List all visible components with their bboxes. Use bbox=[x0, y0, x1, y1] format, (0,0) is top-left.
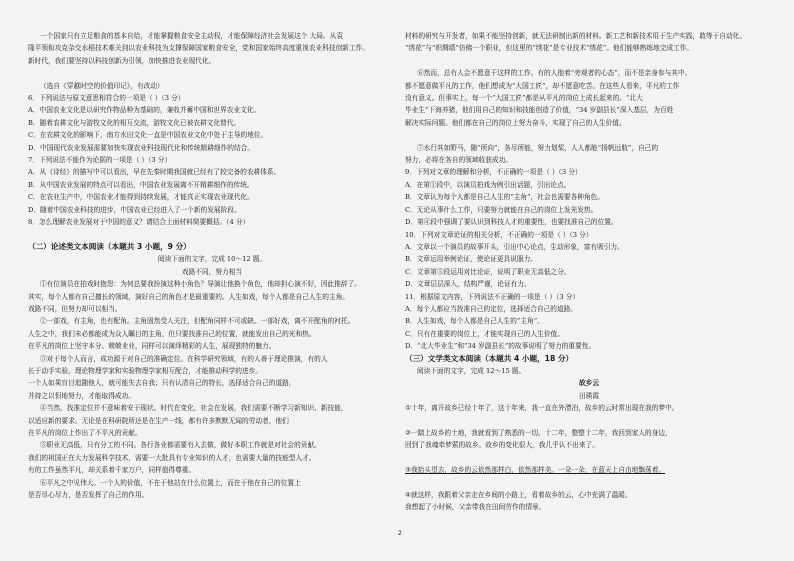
left-line: 有的工作虽然平凡，却关系着千家万户，同样值得尊重。 bbox=[28, 466, 196, 475]
left-line: D．中国现代农业发展需要加快实现农业科技现代化和传统精耕细作的结合。 bbox=[28, 143, 255, 152]
left-line: 我们的祖国正在大力发展科学技术，需要一大批具有专业知识的人才，也需要大量的技能型人才。 bbox=[28, 453, 316, 462]
left-line: 一个国家只有立足粮食的基本自给，才能掌握粮食安全主动权，才能保障经济社会发展这个 大局。从袁 bbox=[40, 32, 344, 40]
right-line: D．文章层层深入，结构严谨，论证有力。 bbox=[405, 280, 531, 289]
right-line: B．文章认为每个人都是自己人生的“主角”，社会也需要各种角色。 bbox=[405, 193, 604, 202]
left-line: D．随着中国农业科技的进步，中国农业已经进入了一个新的发展阶段。 bbox=[28, 205, 241, 214]
right-line: 努力，必将在各自的领域收获成功。 bbox=[405, 156, 512, 165]
left-line: 并持之以恒地努力，才能取得成功。 bbox=[28, 391, 135, 400]
right-line: 回到了我魂牵梦萦的故乡。故乡的变化很大，我几乎认不出来了。 bbox=[405, 441, 599, 450]
right-line: ⑦水行其如野马，随“所向”，各尽所能，努力划桨，人人都能“扬帆远航”，自己的 bbox=[417, 143, 659, 152]
right-line: C．只有在重要的岗位上，才能实现自己的人生价值。 bbox=[405, 329, 564, 338]
right-line: （三）文学类文本阅读（本题共 4 小题，18 分） bbox=[405, 353, 574, 363]
left-line: 以适应新的要求。无论是在科研院所还是在生产一线，都有许多默默无闻的劳动者，他们 bbox=[28, 416, 289, 425]
left-line: C．在农业生产中，中国农业才能得到持续发展，才能真正实现农业现代化。 bbox=[28, 193, 254, 202]
left-line: A．中国农业文化是以研究作物品种为基础的，兼收并蓄中国和世界农业文化。 bbox=[28, 106, 261, 115]
left-line: （二）论述类文本阅读（本题共 3 小题，9 分） bbox=[28, 241, 191, 251]
left-line: 一个人如果盲目追随他人，就可能失去自我；只有认清自己的特长，选择适合自己的道路， bbox=[28, 379, 296, 388]
right-line bbox=[405, 415, 773, 427]
right-line: 我想起了小时候，父亲带我在田间劳作的情景。 bbox=[405, 503, 546, 512]
right-line: 材料的研究与开发者，如果不能坚持创新，就无法研制出新的材料。新工艺和新技术用于生产实践，敢等于自动化。 bbox=[405, 32, 747, 40]
left-line: A．从《诗经》的描写中可以看出，早在先秦时期我国就已经有了较完备的农耕体系。 bbox=[28, 168, 281, 177]
left-line: B．从中国农业发展的特点可以看出，中国农业发展离不开精耕细作的传统。 bbox=[28, 180, 254, 189]
right-line: D．“北大毕业生”和“34 岁副县长”的故事说明了努力的重要性。 bbox=[405, 342, 596, 351]
left-line: C．在农耕文化的影响下，南方水田文化一直是中国农业文化中处于主导的地位。 bbox=[28, 131, 268, 140]
left-line: 在平凡的岗位上作出了不平凡的贡献。 bbox=[28, 429, 142, 437]
right-line: C．文章第⑤段运用对比论证，说明了职业无高低之分。 bbox=[405, 267, 571, 276]
right-line: A．每个人都应当找准自己的定位，选择适合自己的道路。 bbox=[405, 304, 578, 313]
left-column bbox=[28, 30, 396, 501]
right-line: 没有意义。但事实上，每一个“大国工匠”都是从平凡的岗位上成长起来的。“北大 bbox=[405, 94, 643, 103]
right-line: 9．下列对文章的理解和分析，不正确的一项是（ ）（3 分） bbox=[405, 168, 582, 177]
left-line: 人生之中，我们未必都能成为众人瞩目的主角，但只要找准自己的位置，就能发出自己的光和热。 bbox=[28, 329, 316, 338]
right-line bbox=[405, 477, 773, 489]
left-line: ④当然，找准定位并不意味着安于现状。时代在变化，社会在发展，我们需要不断学习新知识、新技能， bbox=[40, 404, 348, 413]
right-line: 阅读下面的文字，完成 12～15 题。 bbox=[417, 366, 526, 375]
right-line: 解决实际问题。他们都在自己的岗位上努力奋斗，实现了自己的人生价值。 bbox=[405, 118, 626, 127]
right-line: B．人生如戏，每个人都是自己人生的“主角”。 bbox=[405, 317, 544, 326]
left-line: （选自《穿越时空的价值印记》，有改动） bbox=[40, 81, 164, 90]
right-line: ④就这样，我跟着父亲走在乡间的小路上，看着故乡的云，心中充满了温暖。 bbox=[405, 491, 632, 500]
left-line: 新时代，我们要坚持以科技创新为引领，加快推进农业现代化。 bbox=[28, 56, 216, 65]
left-line: 在平凡的岗位上坚守本分、兢兢业业，同样可以演绎精彩的人生，展现独特的魅力。 bbox=[28, 342, 276, 351]
left-line: ⑤职业无高低，只有分工的不同。各行各业都需要有人去做，做好本职工作就是对社会的贡献。 bbox=[40, 441, 321, 450]
left-line: ⑥平凡之中见伟大。一个人的价值，不在于他站在什么位置上，而在于他在自己的位置上 bbox=[40, 478, 301, 487]
left-line: 阅读下面的文字，完成 10～12 题。 bbox=[157, 255, 267, 264]
right-line: 10．下列对文章论证的相关分析，不正确的一项是（ ）（3 分） bbox=[405, 230, 593, 239]
left-line: B．随着农耕文化与游牧文化的相互交流，游牧文化已被农耕文化替代。 bbox=[28, 118, 241, 127]
right-line: “绣花”与“织绸绩”仿佛一个职业，但这里的“绣花”是专业技术“绣花”。他们能够熟练地完成工作。 bbox=[405, 44, 694, 53]
left-line: ①有位演员在拍戏时抱怨：为何总要我扮演这种小角色？导演让他换个角色，他却担心演不好，因此推辞了。 bbox=[40, 280, 361, 289]
right-column bbox=[405, 30, 773, 514]
right-line: 故乡云 bbox=[578, 379, 600, 388]
left-line: 是否尽心尽力，是否发挥了自己的作用。 bbox=[28, 491, 149, 500]
left-line: 隆平领衔攻克杂交水稻技术难关到以农业科技为支撑保障国家粮食安全，党和国家始终高度重视农业科技创新工作。 bbox=[28, 44, 370, 53]
left-line bbox=[28, 67, 396, 79]
left-line: 长于动手实验。理论物理学家和实验物理学家相互配合，才能推动科学的进步。 bbox=[28, 366, 263, 375]
left-line: 8．怎么理解农业发展对于中国的意义？请结合上面材料简要概括。（4 分） bbox=[28, 218, 250, 227]
right-line bbox=[405, 55, 773, 67]
right-line: A．文章以一个演员的故事开头，引出中心论点，生动形象，富有吸引力。 bbox=[405, 242, 624, 251]
left-line bbox=[28, 229, 396, 241]
left-line: 7．下列说法不能作为论据的一项是（ ）（3 分） bbox=[28, 156, 172, 165]
left-line: 戏路不同，努力相当 bbox=[181, 267, 243, 276]
left-line: 其实，每个人都有自己擅长的领域，演好自己的角色才是最重要的。人生如戏，每个人都是自己人生的主角。 bbox=[28, 292, 349, 301]
right-line: ②一踏上故乡的土地，我就看到了熟悉的一切。十二年，整整十二年，我回到家人的身边， bbox=[405, 429, 672, 437]
right-line: C．无论从事什么工作，只要努力就能在自己的岗位上发光发热。 bbox=[405, 205, 598, 214]
right-line bbox=[405, 129, 773, 141]
left-line: ③对于每个人而言，成功源于对自己的准确定位。在科学研究领域，有的人善于理论推演，有的人 bbox=[40, 354, 328, 363]
right-line: 都不愿意做平凡的工作，他们想成为“大国工匠”，却不愿意吃苦。在这些人看来，平凡的工作 bbox=[405, 81, 680, 90]
left-line: 6．下列说法与原文意思相符合的一项是（ ）（3 分） bbox=[28, 94, 185, 103]
right-line: ③我抬头望去，故乡的云依然那样白，依然那样美。一朵一朵，在蓝天上自由地飘荡着。 bbox=[405, 466, 666, 475]
right-line: 田瑛霞 bbox=[578, 391, 600, 400]
right-line: B．文章运用举例论证，使论证更具说服力。 bbox=[405, 255, 537, 264]
right-line: ⑥然而，总有人会不愿意干这样的工作。有的人抱着“旁观者的心态”，而不是亲身参与其中。 bbox=[417, 69, 692, 78]
left-line: 戏路不同，但努力却可以相当。 bbox=[28, 304, 122, 313]
right-line bbox=[405, 452, 773, 464]
left-line: ②一部戏，有主角，也有配角。主角固然受人关注，但配角同样不可或缺。一部好戏，离不开配角的衬托。 bbox=[40, 317, 355, 326]
page-number: 2 bbox=[398, 530, 402, 537]
right-line: ①十年，离开故乡已经十年了，这十年来，我一直在外漂泊，故乡的云时常出现在我的梦中。 bbox=[405, 404, 679, 413]
right-line: 11．根据原文内容，下列说法不正确的一项是（ ）（3 分） bbox=[405, 292, 580, 301]
right-line: A．在第①段中，以演员拍戏为例引出话题，引出论点。 bbox=[405, 180, 571, 189]
right-line: D．第④段中强调了要认识到科技人才的重要性，也要找准自己的位置。 bbox=[405, 218, 618, 227]
right-line: 毕业生”下海养猪，他们用自己的知识和技能创造了价值，“34 岁副县长”深入基层，为百姓 bbox=[405, 106, 674, 115]
